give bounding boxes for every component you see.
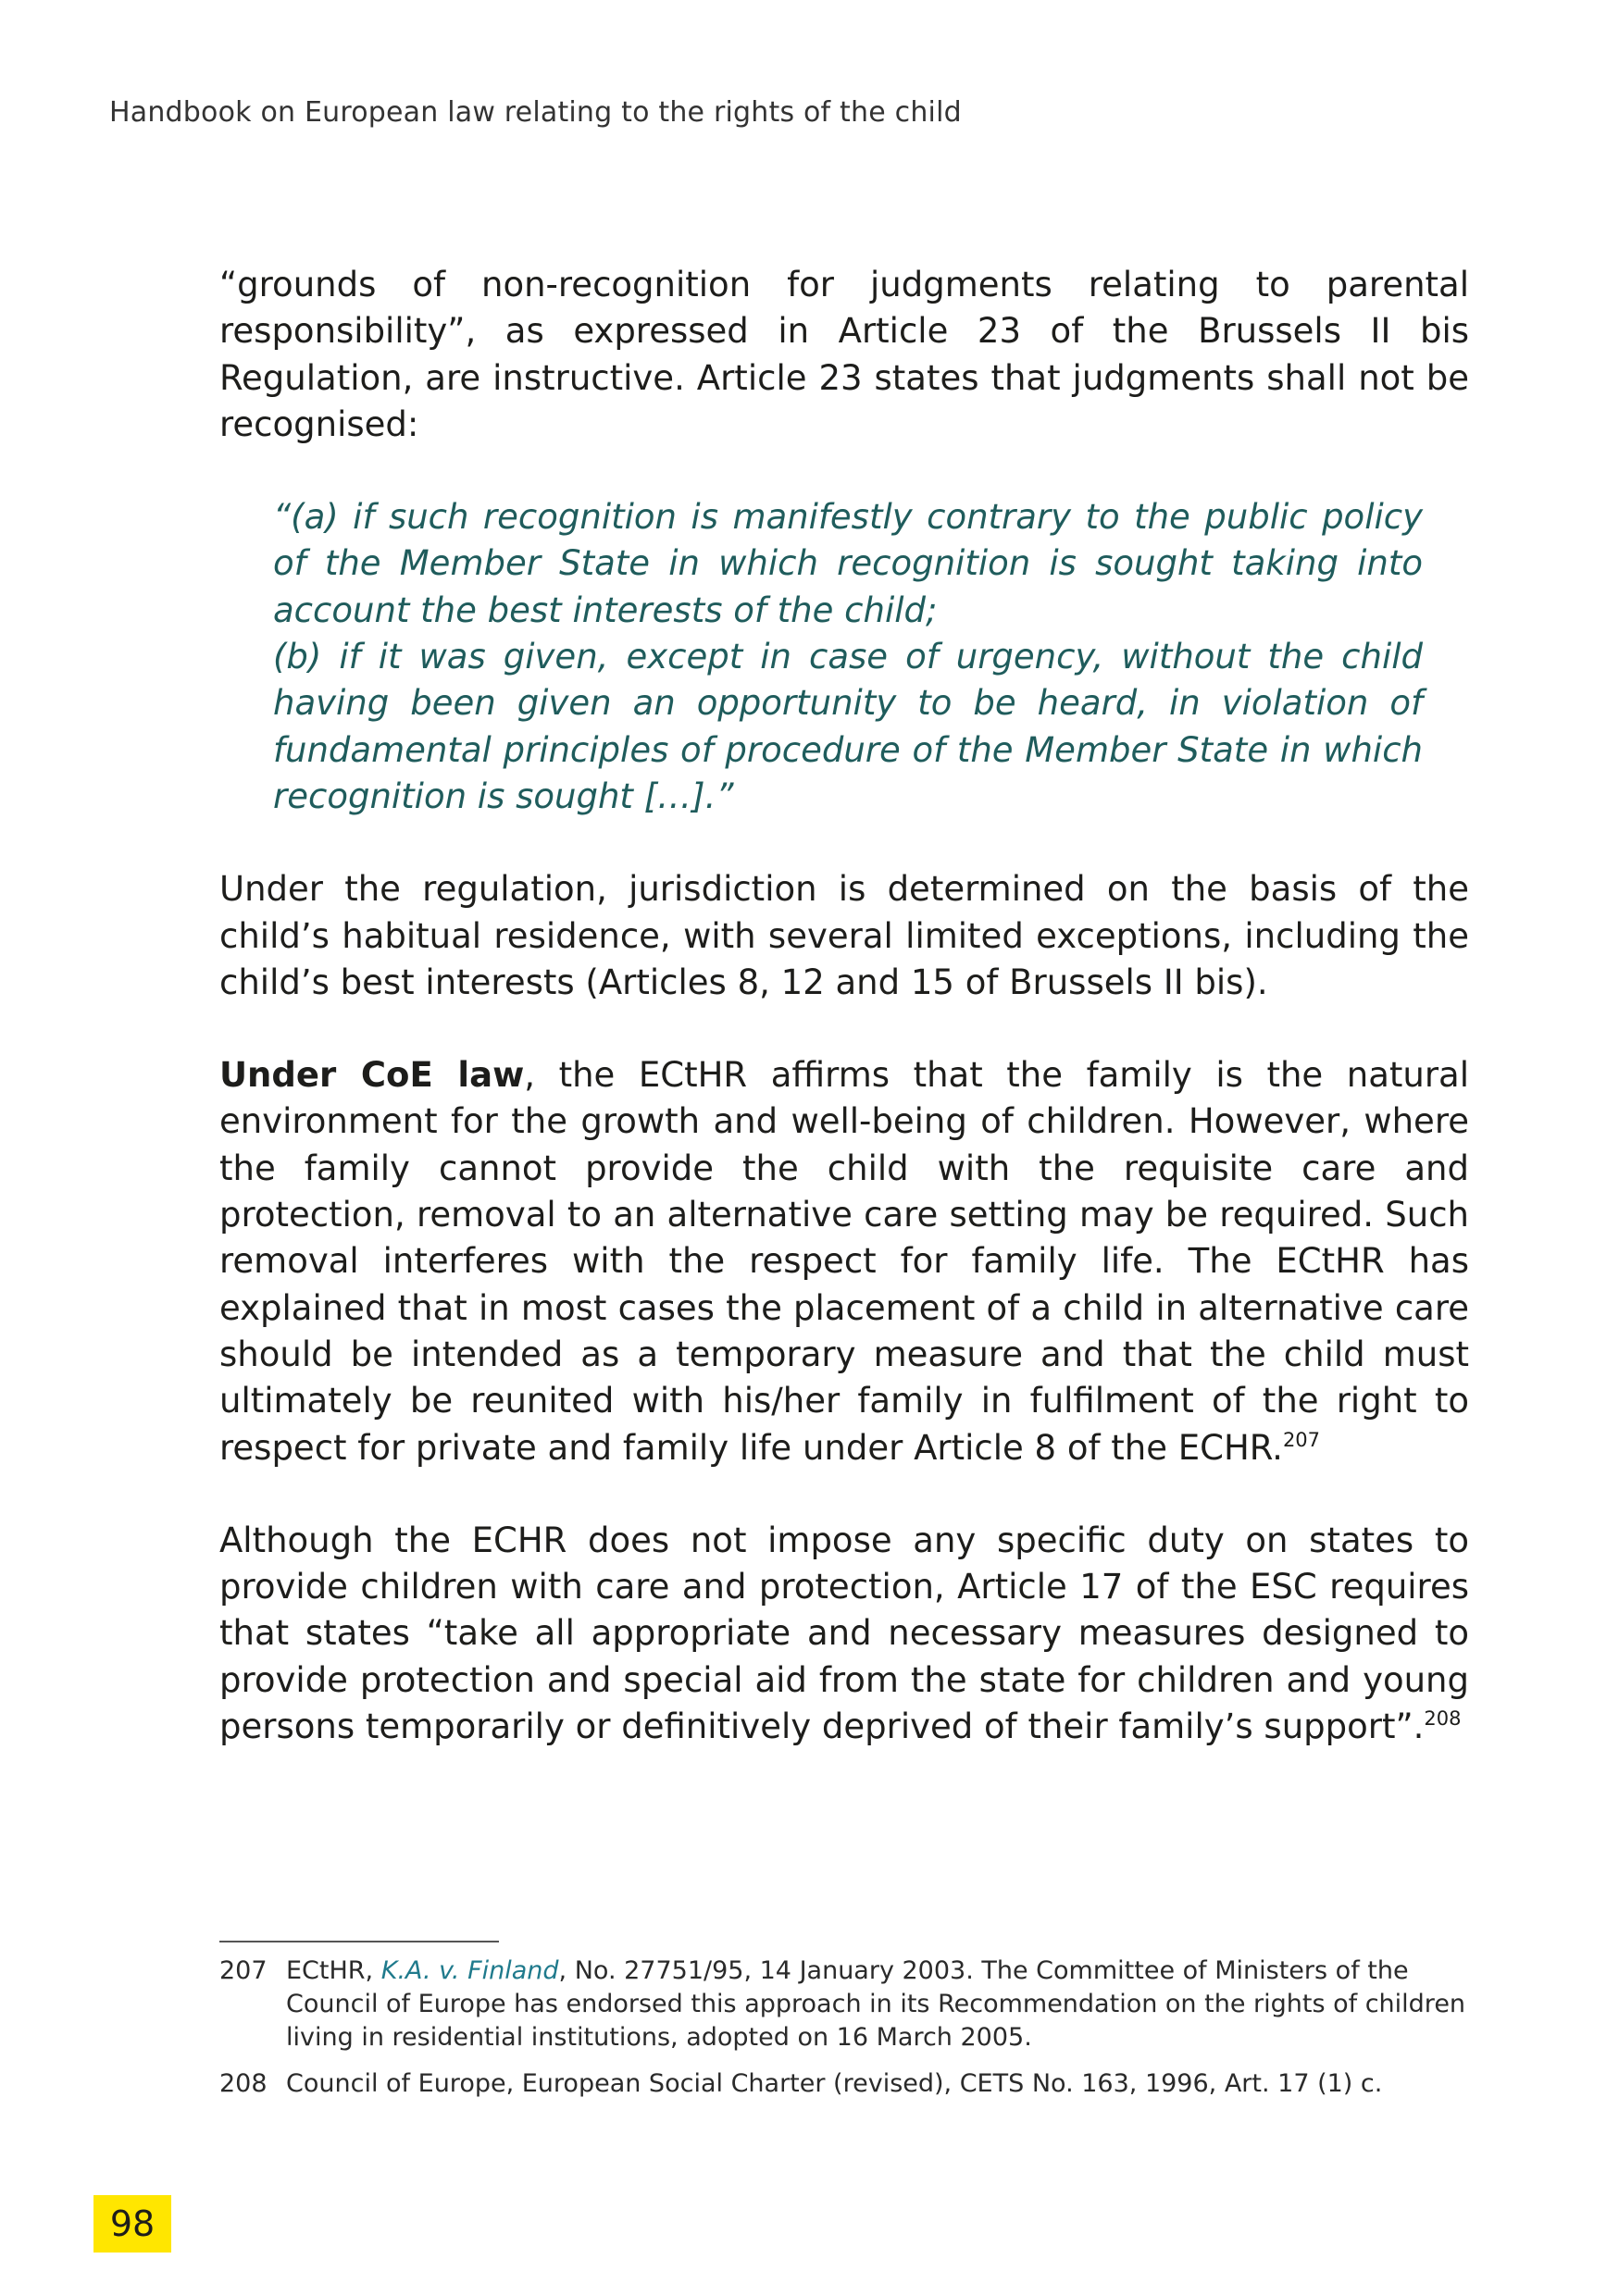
footnote-number: 207 [219,1956,268,1985]
paragraph-3-text: , the ECtHR affirms that the family is the natural environment for the growth and well-being of children. However, where the family cannot provide the child with the requisite care and protection, removal to an alternative care setting may be required. Such removal interferes with the respect for family life. The ECtHR has explained that in most cases the placement of a child in alternative care should be intended as a temporary measure and that the child must ultimately be reunited with his/her family in fulfilment of the right to respect for private and family life under Article 8 of the ECHR. [219,1055,1469,1468]
footnote-ref-208[interactable]: 208 [1424,1707,1462,1731]
footnote-prefix: ECtHR, [286,1956,381,1985]
footnote-text [286,1955,1469,2054]
paragraph-4-text: Although the ECHR does not impose any specific duty on states to provide children with care and protection, Article 17 of the ESC requires that states “take all appropriate and necessary measures designed to provide protection and special aid from the state for children and young persons temporarily or definitively deprived of their family’s support”. [219,1520,1469,1747]
paragraph-4 [219,1518,1469,1750]
paragraph-3-lead: Under CoE law [219,1055,525,1096]
paragraph-3 [219,1052,1469,1471]
footnote-text: Council of Europe, European Social Charter (revised), CETS No. 163, 1996, Art. 17 (1) c. [286,2069,1383,2098]
footnote-body: , No. 27751/95, 14 January 2003. The Committee of Ministers of the Council of Europe has endorsed this approach in its Recommendation on the rights of children living in residential institutions, adopted on 16 March 2005. [286,1956,1466,2052]
quote-item-b: (b) if it was given, except in case of urgency, without the child having been given an opportunity to be heard, in violation of fundamental principles of procedure of the Member State in which recognition is sought […].” [273,637,1423,816]
paragraph-1: “grounds of non-recognition for judgments relating to parental responsibility”, as expressed in Article 23 of the Brussels II bis Regulation, are instructive. Article 23 states that judgments shall not be recognised: [219,265,1469,444]
quote-item-a: “(a) if such recognition is manifestly contrary to the public policy of the Member State in which recognition is sought taking into account the best interests of the child; [273,497,1423,630]
footnote-number: 208 [219,2069,268,2098]
running-header: Handbook on European law relating to the rights of the child [109,96,962,129]
footnotes [219,1955,1469,2114]
footnote-208 [219,2067,1469,2101]
footnote-ref-207[interactable]: 207 [1282,1428,1321,1451]
page-number: 98 [109,2203,156,2244]
blockquote-article-23 [273,494,1423,820]
page-number-badge [93,2195,171,2253]
footnote-divider [219,1941,499,1942]
case-link-ka-v-finland[interactable]: K.A. v. Finland [380,1956,559,1985]
body-text [219,262,1469,1796]
paragraph-2: Under the regulation, jurisdiction is determined on the basis of the child’s habitual residence, with several limited exceptions, including the child’s best interests (Articles 8, 12 and 15 of Brussels II bis). [219,869,1469,1002]
footnote-207 [219,1955,1469,2054]
